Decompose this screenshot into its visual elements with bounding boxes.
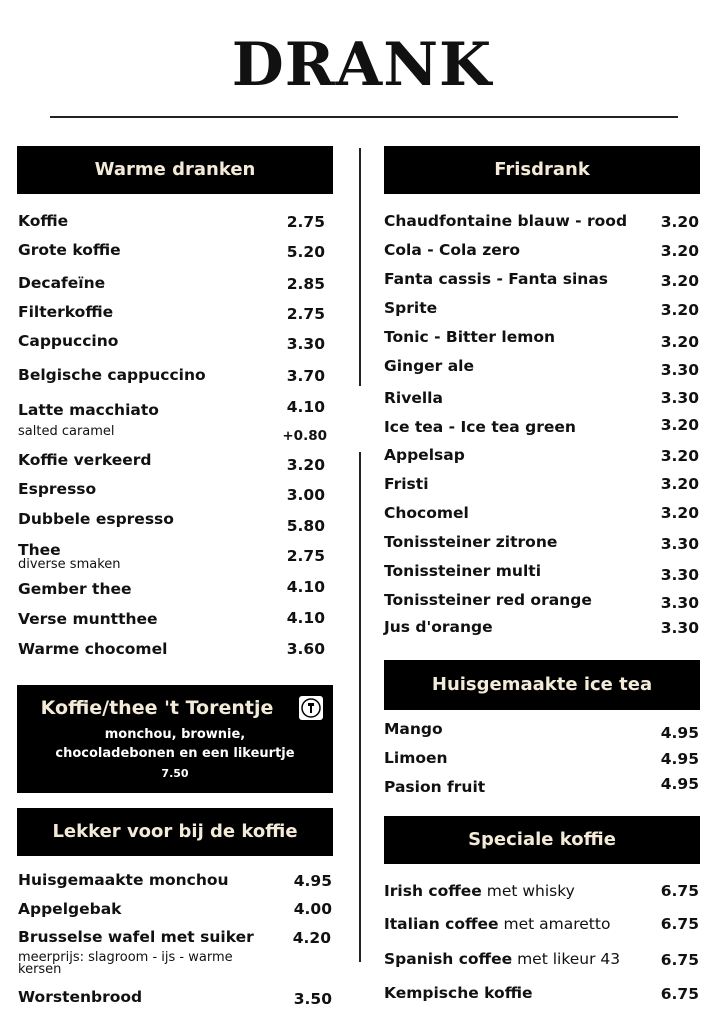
icetea-header [384,660,700,710]
item-detail: met likeur 43 [512,950,621,968]
list-item: Decafeïne [18,274,106,292]
item-price: 4.95 [660,750,699,768]
item-price: 3.20 [660,333,699,351]
item-price: 4.20 [292,929,331,947]
item-price: 3.70 [286,367,325,385]
list-item: Espresso [18,480,97,498]
list-item [384,882,575,900]
item-price: 6.75 [660,985,699,1003]
item-price: 2.75 [286,547,325,565]
list-item [384,984,533,1002]
item-price: 3.30 [660,566,699,584]
icetea-header-label: Huisgemaakte ice tea [431,674,653,695]
list-item: Appelgebak [18,900,122,918]
list-item: Koffie [18,212,69,230]
lekker-header-label: Lekker voor bij de koffie [52,821,298,842]
list-item: Grote koffie [18,241,121,259]
item-price: 3.20 [660,213,699,231]
warm-header-label: Warme dranken [94,159,256,180]
list-item: Cola - Cola zero [384,241,521,259]
item-price: 3.00 [286,486,325,504]
torentje-price: 7.50 [161,767,189,780]
item-name: Irish coffee [384,882,482,900]
list-item: Latte macchiato [18,401,159,419]
item-option: salted caramel [18,424,115,439]
item-price: 5.20 [286,243,325,261]
item-option-price: +0.80 [282,428,327,444]
list-item: Koffie verkeerd [18,451,152,469]
page-title: DRANK [231,30,493,100]
item-option: meerprijs: slagroom - ijs - warme [18,950,233,965]
item-price: 4.00 [293,900,332,918]
list-item: Tonissteiner multi [384,562,542,580]
speciaal-header-label: Speciale koffie [468,829,616,850]
list-item: Ginger ale [384,357,475,375]
item-option: diverse smaken [18,557,121,572]
list-item: Limoen [384,749,448,767]
fris-header [384,146,700,194]
item-name: Spanish coffee [384,950,513,968]
list-item: Jus d'orange [384,618,493,636]
badge-icon [299,696,323,720]
item-price: 3.30 [660,535,699,553]
item-price: 6.75 [660,951,699,969]
item-price: 2.75 [286,213,325,231]
list-item: Sprite [384,299,438,317]
speciaal-header [384,816,700,864]
list-item: Ice tea - Ice tea green [384,418,576,436]
list-item: Tonissteiner red orange [384,591,592,609]
item-price: 2.75 [286,305,325,323]
list-item: Filterkoffie [18,303,114,321]
torentje-box [17,685,333,793]
item-price: 3.20 [660,475,699,493]
list-item: Huisgemaakte monchou [18,871,229,889]
title-divider [50,116,678,118]
item-price: 4.10 [286,398,325,416]
item-option: kersen [18,962,62,977]
item-price: 3.30 [660,619,699,637]
torentje-line1: monchou, brownie, [104,727,246,742]
list-item: Verse muntthee [18,610,158,628]
fris-header-label: Frisdrank [494,159,590,180]
item-price: 3.30 [660,594,699,612]
item-price: 3.30 [660,389,699,407]
list-item: Rivella [384,389,443,407]
item-price: 3.20 [660,242,699,260]
list-item: Dubbele espresso [18,510,174,528]
list-item: Chaudfontaine blauw - rood [384,212,628,230]
list-item: Fristi [384,475,429,493]
item-price: 4.95 [293,872,332,890]
item-price: 3.30 [660,361,699,379]
item-price: 3.20 [286,456,325,474]
item-price: 3.30 [286,335,325,353]
item-price: 2.85 [286,275,325,293]
torentje-title: Koffie/thee 't Torentje [40,697,274,719]
list-item [384,915,610,933]
item-name: Kempische koffie [384,984,533,1002]
item-price: 4.95 [660,775,699,793]
item-price: 6.75 [660,915,699,933]
list-item: Appelsap [384,446,465,464]
item-price: 4.10 [286,609,325,627]
item-detail: met whisky [481,882,575,900]
list-item: Tonissteiner zitrone [384,533,558,551]
list-item [384,950,620,968]
item-price: 4.10 [286,578,325,596]
torentje-line2: chocoladebonen en een likeurtje [55,746,295,761]
list-item: Tonic - Bitter lemon [384,328,556,346]
list-item: Cappuccino [18,332,119,350]
item-name: Italian coffee [384,915,499,933]
item-detail: met amaretto [498,915,611,933]
list-item: Pasion fruit [384,778,486,796]
lekker-header [17,808,333,856]
list-item: Mango [384,720,443,738]
item-price: 3.20 [660,447,699,465]
item-price: 3.20 [660,272,699,290]
list-item: Gember thee [18,580,132,598]
item-price: 3.60 [286,640,325,658]
list-item: Brusselse wafel met suiker [18,928,254,946]
list-item: Warme chocomel [18,640,168,658]
list-item: Worstenbrood [18,988,143,1006]
warm-header [17,146,333,194]
item-price: 5.80 [286,517,325,535]
item-price: 3.20 [660,504,699,522]
item-price: 3.20 [660,416,699,434]
item-price: 4.95 [660,724,699,742]
list-item: Thee [18,541,61,559]
item-price: 3.20 [660,301,699,319]
list-item: Fanta cassis - Fanta sinas [384,270,609,288]
list-item: Chocomel [384,504,469,522]
column-divider-top [359,148,361,386]
item-price: 3.50 [293,990,332,1008]
list-item: Belgische cappuccino [18,366,206,384]
item-price: 6.75 [660,882,699,900]
column-divider-bottom [359,452,361,962]
